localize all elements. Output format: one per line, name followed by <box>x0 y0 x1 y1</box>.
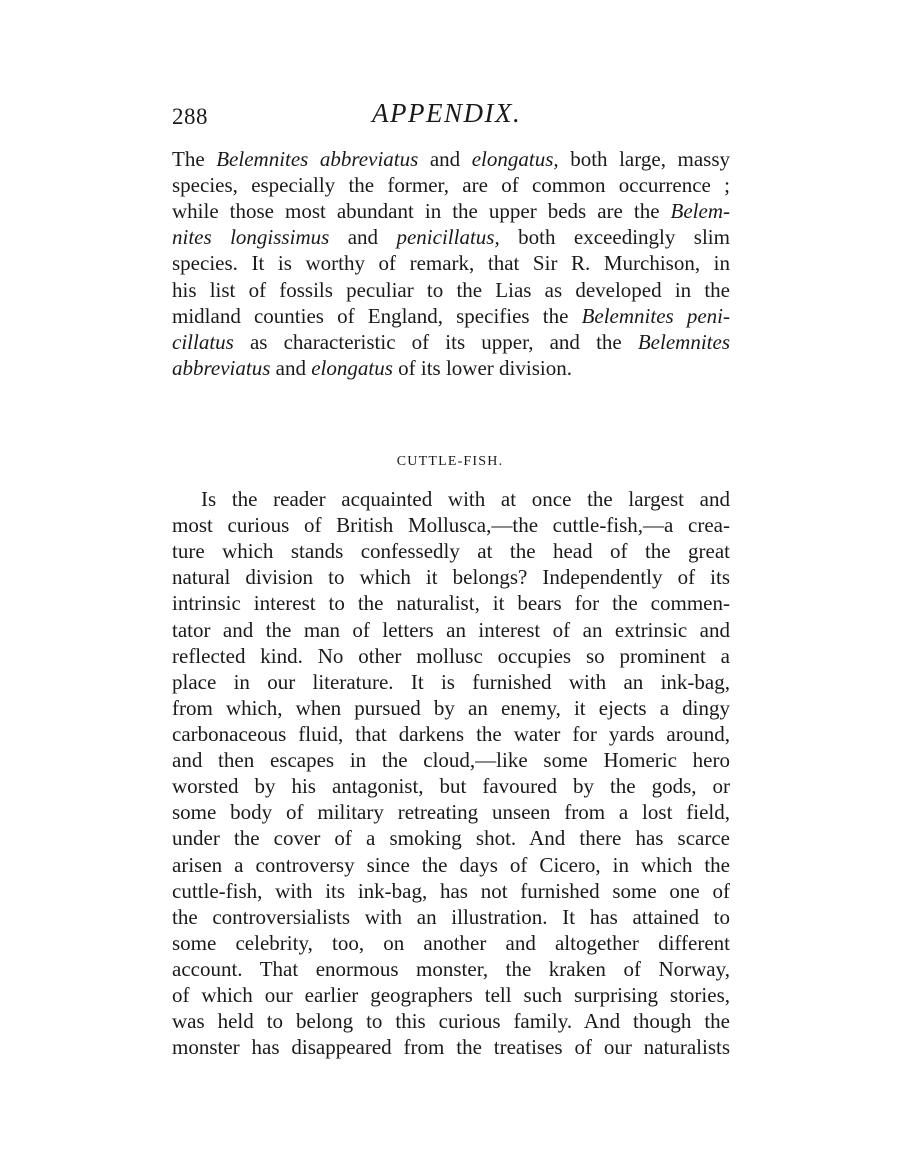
text-line: tator and the man of letters an interest of an extrinsic and <box>172 617 730 642</box>
text-line: The Belemnites abbreviatus and elongatus, both large, massy <box>172 147 730 171</box>
text-line: his list of fossils peculiar to the Lias as developed in the <box>172 277 730 302</box>
text-line: intrinsic interest to the naturalist, it bears for the commen- <box>172 591 730 616</box>
text-line: species. It is worthy of remark, that Sir R. Murchison, in <box>172 251 730 276</box>
text-line: carbonaceous fluid, that darkens the water for yards around, <box>172 721 730 746</box>
text-line: and then escapes in the cloud,—like some Homeric hero <box>172 748 730 773</box>
text-line: cillatus as characteristic of its upper, and the Belemnites <box>172 329 730 354</box>
running-head <box>172 98 728 134</box>
section-heading: CUTTLE-FISH. <box>396 454 504 469</box>
text-line: reflected kind. No other mollusc occupies so prominent a <box>172 643 730 668</box>
paragraph-cuttle-fish <box>172 486 730 1060</box>
text-line: some body of military retreating unseen from a lost field, <box>172 800 730 825</box>
text-line: ture which stands confessedly at the head of the great <box>172 539 730 564</box>
text-line: place in our literature. It is furnished with an ink-bag, <box>172 669 730 694</box>
text-line: some celebrity, too, on another and altogether different <box>172 930 730 955</box>
text-line: while those most abundant in the upper beds are the Belem- <box>172 199 730 224</box>
text-line: cuttle-fish, with its ink-bag, has not furnished some one of <box>172 878 730 903</box>
text-line: worsted by his antagonist, but favoured by the gods, or <box>172 774 730 799</box>
text-line: Is the reader acquainted with at once the largest and <box>201 487 730 511</box>
paragraph-belemnites <box>172 146 730 381</box>
text-line: was held to belong to this curious family. And though the <box>172 1009 730 1034</box>
text-line: midland counties of England, specifies the Belemnites peni- <box>172 303 730 328</box>
text-line: monster has disappeared from the treatises of our naturalists <box>172 1035 730 1060</box>
text-line: of which our earlier geographers tell such surprising stories, <box>172 983 730 1008</box>
text-line: most curious of British Mollusca,—the cuttle-fish,—a crea- <box>172 513 730 538</box>
text-line: arisen a controversy since the days of Cicero, in which the <box>172 852 730 877</box>
text-line: under the cover of a smoking shot. And there has scarce <box>172 826 730 851</box>
text-line: from which, when pursued by an enemy, it ejects a dingy <box>172 695 730 720</box>
page-number: 288 <box>172 104 208 129</box>
text-line: account. That enormous monster, the kraken of Norway, <box>172 956 730 981</box>
text-line: the controversialists with an illustration. It has attained to <box>172 904 730 929</box>
text-line: species, especially the former, are of common occurrence ; <box>172 173 730 198</box>
header-title: APPENDIX. <box>372 98 522 128</box>
text-line: natural division to which it belongs? Independently of its <box>172 565 730 590</box>
text-line: nites longissimus and penicillatus, both exceedingly slim <box>172 225 730 250</box>
text-line: abbreviatus and elongatus of its lower division. <box>172 355 572 380</box>
